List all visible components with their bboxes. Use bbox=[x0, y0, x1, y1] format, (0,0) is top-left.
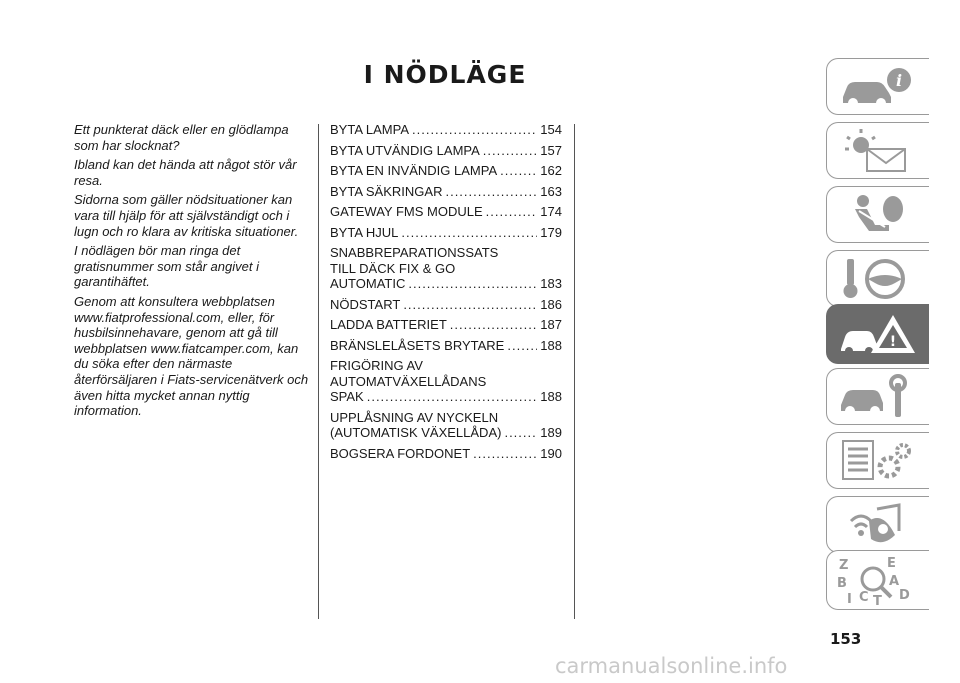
watermark: carmanualsonline.info bbox=[555, 654, 788, 678]
multimedia-icon bbox=[837, 501, 917, 549]
svg-text:i: i bbox=[895, 71, 903, 90]
toc-page-number: 154 bbox=[540, 122, 562, 137]
toc-entry[interactable] bbox=[330, 338, 562, 354]
toc-entry-title: BYTA LAMPA bbox=[330, 122, 409, 137]
toc-entry-title: BOGSERA FORDONET bbox=[330, 445, 471, 461]
column-divider-right bbox=[574, 124, 575, 619]
specs-gear-icon bbox=[837, 437, 917, 485]
toc-entry-title: AUTOMATIC bbox=[330, 276, 406, 291]
toc-entry-title: GATEWAY FMS MODULE bbox=[330, 204, 483, 219]
toc-leader-dots bbox=[504, 425, 537, 441]
index-letter: T bbox=[873, 594, 882, 607]
toc-entry-line: UPPLÅSNING AV NYCKELN bbox=[330, 409, 499, 425]
tab-dashboard-lights[interactable] bbox=[826, 122, 929, 179]
toc-entry-line: TILL DÄCK FIX & GO bbox=[330, 260, 456, 276]
toc-entry[interactable] bbox=[330, 245, 562, 292]
page-title: I NÖDLÄGE bbox=[363, 60, 527, 89]
car-wrench-icon bbox=[837, 373, 917, 421]
tab-key-steering[interactable] bbox=[826, 250, 929, 307]
toc-entry[interactable] bbox=[330, 358, 562, 405]
toc-entry[interactable] bbox=[330, 184, 562, 200]
toc-leader-dots bbox=[486, 204, 538, 220]
toc-leader-dots bbox=[450, 317, 538, 333]
toc-page-number: 157 bbox=[540, 142, 562, 158]
index-letter: I bbox=[847, 592, 852, 607]
key-steering-icon bbox=[837, 255, 917, 303]
intro-paragraph: Ibland kan det hända att något stör vår resa. bbox=[74, 157, 297, 188]
index-letter: A bbox=[889, 574, 900, 589]
toc-entry-title: BYTA SÄKRINGAR bbox=[330, 183, 443, 199]
toc-leader-dots bbox=[445, 184, 537, 200]
toc-entry[interactable] bbox=[330, 122, 562, 138]
toc-leader-dots bbox=[367, 389, 538, 405]
airbag-seat-icon bbox=[837, 191, 917, 239]
index-letter: Z bbox=[839, 558, 849, 573]
car-info-icon bbox=[837, 63, 917, 111]
toc-page-number: 183 bbox=[540, 276, 562, 291]
toc-entry[interactable] bbox=[330, 446, 562, 462]
toc-leader-dots bbox=[473, 446, 537, 462]
toc-entry[interactable] bbox=[330, 410, 562, 441]
intro-paragraph: Genom att konsultera webbplatsen www.fiatprofessional.com, eller, för husbilsinnehavare, genom att gå till webbplatsen www.fiatcamper.com, kan du söka efter den närmaste återförsäljaren i Fiats-servicenätverk och även hitta mycket annan nyttig information. bbox=[74, 293, 309, 419]
toc-leader-dots bbox=[507, 338, 537, 354]
toc-page-number: 162 bbox=[540, 163, 562, 178]
column-divider-left bbox=[318, 124, 319, 619]
table-of-contents bbox=[330, 122, 562, 466]
toc-entry-title: BYTA HJUL bbox=[330, 224, 399, 240]
toc-leader-dots bbox=[401, 225, 537, 241]
emergency-warning-icon bbox=[837, 309, 917, 359]
toc-leader-dots bbox=[500, 163, 537, 179]
toc-leader-dots bbox=[412, 122, 537, 138]
toc-page-number: 189 bbox=[540, 425, 562, 440]
toc-entry-title: (AUTOMATISK VÄXELLÅDA) bbox=[330, 425, 502, 440]
index-letter: D bbox=[899, 588, 910, 603]
toc-entry-line: AUTOMATVÄXELLÅDANS bbox=[330, 373, 487, 389]
toc-entry[interactable] bbox=[330, 297, 562, 313]
toc-page-number: 174 bbox=[540, 204, 562, 219]
toc-entry[interactable] bbox=[330, 317, 562, 333]
index-letter: C bbox=[859, 590, 869, 605]
toc-entry[interactable] bbox=[330, 204, 562, 220]
toc-page-number: 190 bbox=[540, 445, 562, 461]
intro-paragraph: Ett punkterat däck eller en glödlampa som har slocknat? bbox=[74, 122, 289, 153]
intro-paragraph: Sidorna som gäller nödsituationer kan vara till hjälp för att självständigt och i lugn och ro klara av kritiska situationer. bbox=[74, 192, 299, 239]
intro-text bbox=[74, 122, 314, 423]
toc-entry[interactable] bbox=[330, 143, 562, 159]
toc-entry-title: SPAK bbox=[330, 389, 364, 404]
toc-leader-dots bbox=[408, 276, 537, 292]
toc-entry-title: BYTA UTVÄNDIG LAMPA bbox=[330, 142, 480, 158]
page-number: 153 bbox=[830, 630, 862, 648]
toc-leader-dots bbox=[403, 297, 537, 313]
index-letter: B bbox=[837, 576, 847, 591]
toc-entry-line: SNABBREPARATIONSSATS bbox=[330, 245, 499, 260]
toc-entry-line: FRIGÖRING AV bbox=[330, 358, 423, 373]
tab-car-wrench[interactable] bbox=[826, 368, 929, 425]
toc-entry-title: NÖDSTART bbox=[330, 296, 401, 312]
toc-page-number: 163 bbox=[540, 183, 562, 199]
alphabetical-index-icon bbox=[837, 555, 917, 607]
toc-entry-title: BYTA EN INVÄNDIG LAMPA bbox=[330, 163, 498, 178]
tab-alphabetical-index[interactable] bbox=[826, 550, 929, 610]
tab-car-info[interactable] bbox=[826, 58, 929, 115]
toc-leader-dots bbox=[483, 143, 538, 159]
toc-entry[interactable] bbox=[330, 163, 562, 179]
tab-emergency[interactable] bbox=[826, 304, 929, 364]
toc-page-number: 179 bbox=[540, 224, 562, 240]
toc-page-number: 188 bbox=[540, 337, 562, 353]
intro-paragraph: I nödlägen bör man ringa det gratisnummer som står angivet i garantihäftet. bbox=[74, 243, 259, 290]
toc-page-number: 187 bbox=[540, 317, 562, 332]
dashboard-lights-icon bbox=[837, 127, 917, 175]
tab-airbag-seat[interactable] bbox=[826, 186, 929, 243]
toc-entry[interactable] bbox=[330, 225, 562, 241]
toc-entry-title: LADDA BATTERIET bbox=[330, 317, 447, 332]
index-letter: E bbox=[887, 556, 896, 571]
toc-page-number: 186 bbox=[540, 296, 562, 312]
toc-entry-title: BRÄNSLELÅSETS BRYTARE bbox=[330, 337, 505, 353]
tab-multimedia[interactable] bbox=[826, 496, 929, 553]
tab-specs-gear[interactable] bbox=[826, 432, 929, 489]
toc-page-number: 188 bbox=[540, 389, 562, 404]
svg-text:!: ! bbox=[889, 334, 897, 350]
